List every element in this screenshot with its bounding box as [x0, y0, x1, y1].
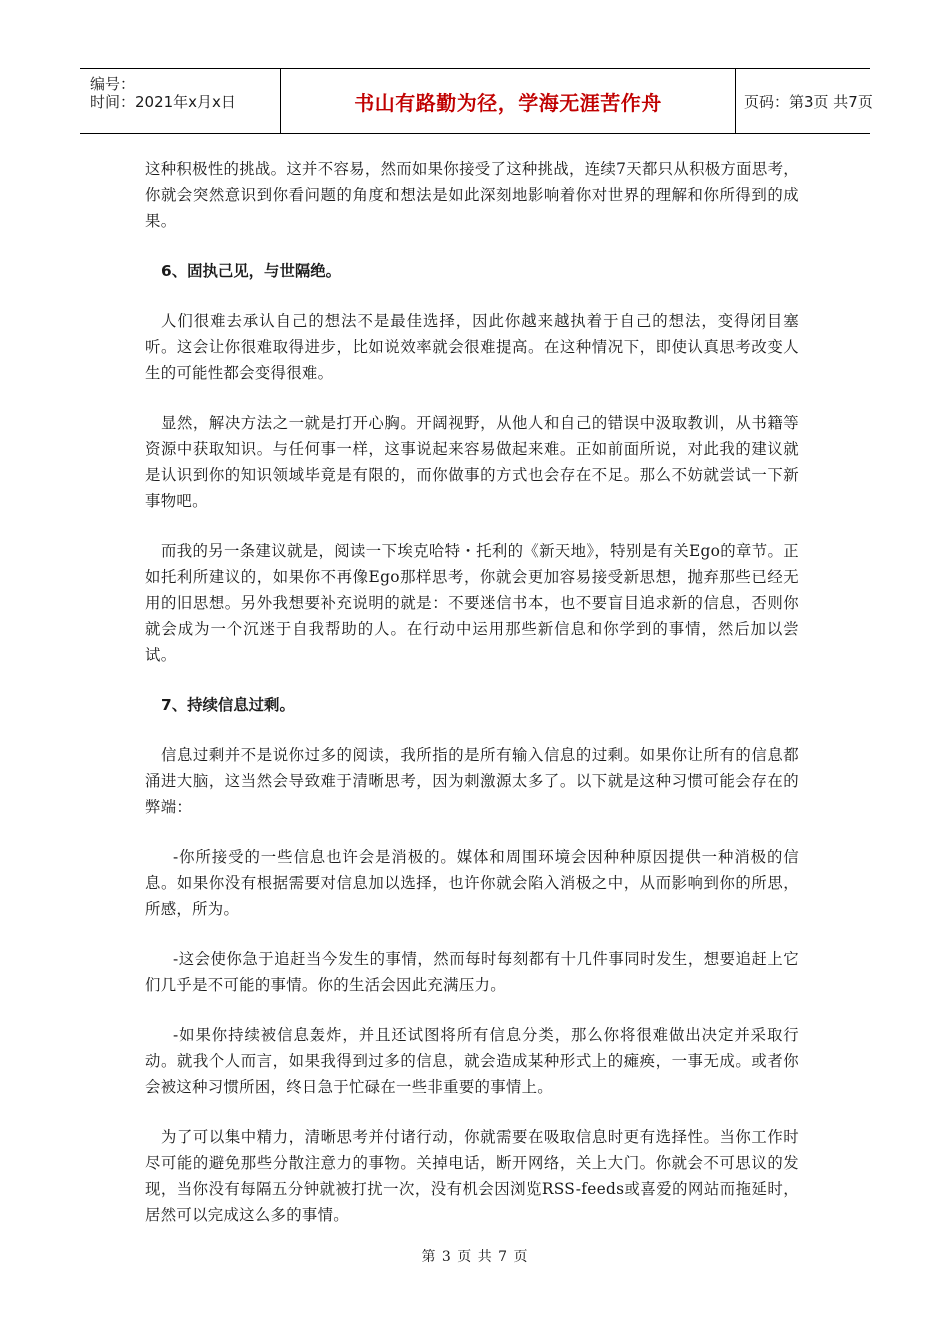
header-motto: 书山有路勤为径，学海无涯苦作舟 [354, 90, 662, 115]
paragraph: 为了可以集中精力，清晰思考并付诸行动，你就需要在吸取信息时更有选择性。当你工作时尽可能的避免那些分散注意力的事物。关掉电话，断开网络，关上大门。你就会不可思议的发现，当你没有每隔五分钟就被打扰一次，没有机会因浏览RSS-feeds或喜爱的网站而拖延时，居然可以完成这么多的事情。 [145, 1128, 799, 1224]
page-footer: 第 3 页 共 7 页 [421, 1249, 529, 1265]
header-page-number: 页码：第3页 共7页 [744, 92, 873, 111]
document-number: 编号： [90, 75, 136, 93]
header-meta [80, 69, 280, 133]
page-header [80, 68, 873, 134]
paragraph: 而我的另一条建议就是，阅读一下埃克哈特・托利的《新天地》，特别是有关Ego的章节。正如托利所建议的，如果你不再像Ego那样思考，你就会更加容易接受新思想，抛弃那些已经无用的旧思想。另外我想要补充说明的就是：不要迷信书本，也不要盲目追求新的信息，否则你就会成为一个沉迷于自我帮助的人。在行动中运用那些新信息和你学到的事情，然后加以尝试。 [145, 542, 799, 664]
section-heading-6: 6、固执己见，与世隔绝。 [161, 262, 342, 280]
header-motto-cell [280, 69, 736, 133]
section-heading-7: 7、持续信息过剩。 [161, 696, 295, 714]
paragraph: 这种积极性的挑战。这并不容易，然而如果你接受了这种挑战，连续7天都只从积极方面思考，你就会突然意识到你看问题的角度和想法是如此深刻地影响着你对世界的理解和你所得到的成果。 [145, 160, 799, 230]
list-item: -你所接受的一些信息也许会是消极的。媒体和周围环境会因种种原因提供一种消极的信息。如果你没有根据需要对信息加以选择，也许你就会陷入消极之中，从而影响到你的所思，所感，所为。 [145, 848, 799, 918]
list-item: -这会使你急于追赶当今发生的事情，然而每时每刻都有十几件事同时发生，想要追赶上它们几乎是不可能的事情。你的生活会因此充满压力。 [145, 950, 799, 994]
document-body [145, 156, 799, 1252]
document-time: 时间：2021年x月x日 [90, 93, 236, 111]
paragraph: 显然，解决方法之一就是打开心胸。开阔视野，从他人和自己的错误中汲取教训，从书籍等资源中获取知识。与任何事一样，这事说起来容易做起来难。正如前面所说，对此我的建议就是认识到你的知识领域毕竟是有限的，而你做事的方式也会存在不足。那么不妨就尝试一下新事物吧。 [145, 414, 799, 510]
list-item: -如果你持续被信息轰炸，并且还试图将所有信息分类，那么你将很难做出决定并采取行动。就我个人而言，如果我得到过多的信息，就会造成某种形式上的瘫痪，一事无成。或者你会被这种习惯所困，终日急于忙碌在一些非重要的事情上。 [145, 1026, 799, 1096]
paragraph: 信息过剩并不是说你过多的阅读，我所指的是所有输入信息的过剩。如果你让所有的信息都涌进大脑，这当然会导致难于清晰思考，因为刺激源太多了。以下就是这种习惯可能会存在的弊端： [145, 746, 799, 816]
paragraph: 人们很难去承认自己的想法不是最佳选择，因此你越来越执着于自己的想法，变得闭目塞听。这会让你很难取得进步，比如说效率就会很难提高。在这种情况下，即使认真思考改变人生的可能性都会变得很难。 [145, 312, 799, 382]
